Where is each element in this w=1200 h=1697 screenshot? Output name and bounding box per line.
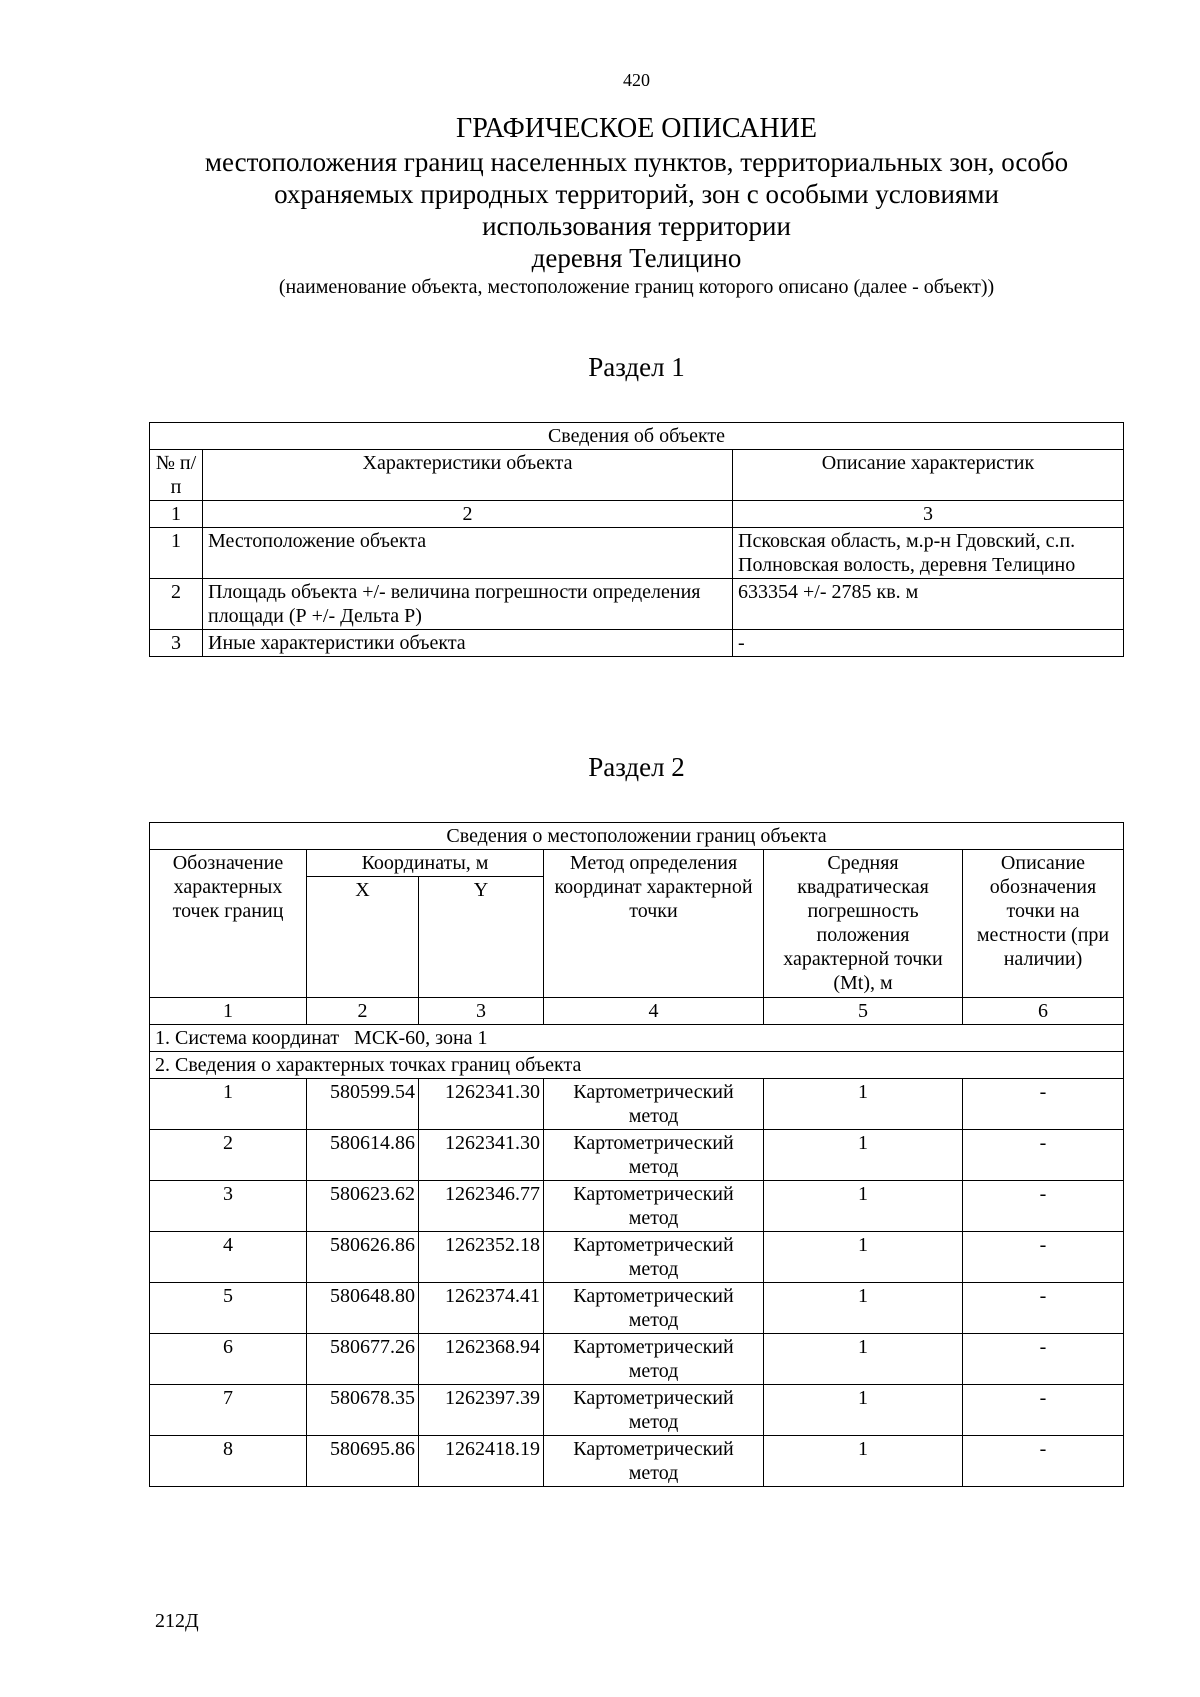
point-x: 580677.26 [307,1334,419,1385]
table-caption-row [150,823,1124,850]
point-description: - [963,1079,1124,1130]
point-error: 1 [764,1130,963,1181]
document-subtitle-line-2: охраняемых природных территорий, зон с особыми условиями [274,179,999,209]
point-method: Картометрический метод [544,1334,764,1385]
point-description: - [963,1130,1124,1181]
row-no: 3 [150,630,203,657]
document-subtitle-line-3: использования территории [482,211,791,241]
point-id: 6 [150,1334,307,1385]
point-x: 580614.86 [307,1130,419,1181]
point-y: 1262346.77 [419,1181,544,1232]
object-name-note: (наименование объекта, местоположение границ которого описано (далее - объект)) [278,276,995,298]
point-x: 580678.35 [307,1385,419,1436]
header-coordinates: Координаты, м [307,850,544,877]
header-error: Средняя квадратическая погрешность положения характерной точки (Mt), м [764,850,963,998]
point-x: 580648.80 [307,1283,419,1334]
document-title: ГРАФИЧЕСКОЕ ОПИСАНИЕ [456,113,817,144]
table-caption-row [150,423,1124,450]
point-error: 1 [764,1385,963,1436]
points-caption-row [150,1052,1124,1079]
column-number: 4 [544,998,764,1025]
object-info-table [149,422,1124,657]
point-error: 1 [764,1436,963,1487]
point-method: Картометрический метод [544,1385,764,1436]
point-x: 580626.86 [307,1232,419,1283]
point-x: 580599.54 [307,1079,419,1130]
point-error: 1 [764,1334,963,1385]
section-2-title: Раздел 2 [588,752,685,782]
header-point: Обозначение характерных точек границ [150,850,307,998]
row-characteristic: Местоположение объекта [203,528,733,579]
point-y: 1262341.30 [419,1130,544,1181]
table-row [150,1385,1124,1436]
table-row [150,579,1124,630]
point-id: 4 [150,1232,307,1283]
point-id: 3 [150,1181,307,1232]
point-method: Картометрический метод [544,1181,764,1232]
column-number: 5 [764,998,963,1025]
table-caption: Сведения об объекте [150,423,1124,450]
row-description: 633354 +/- 2785 кв. м [733,579,1124,630]
point-y: 1262374.41 [419,1283,544,1334]
row-characteristic: Площадь объекта +/- величина погрешности определения площади (Р +/- Дельта Р) [203,579,733,630]
column-number-row [150,501,1124,528]
table-row [150,1283,1124,1334]
point-error: 1 [764,1232,963,1283]
row-no: 2 [150,579,203,630]
column-number: 1 [150,501,203,528]
header-description: Описание характеристик [733,450,1124,501]
footer-code: 212Д [155,1610,199,1632]
point-id: 2 [150,1130,307,1181]
document-title-block [130,112,1143,300]
point-x: 580695.86 [307,1436,419,1487]
column-number: 2 [307,998,419,1025]
point-description: - [963,1436,1124,1487]
point-y: 1262352.18 [419,1232,544,1283]
header-y: Y [419,877,544,998]
points-caption: 2. Сведения о характерных точках границ объекта [150,1052,1124,1079]
header-characteristics: Характеристики объекта [203,450,733,501]
column-number: 6 [963,998,1124,1025]
point-error: 1 [764,1181,963,1232]
table-row [150,1079,1124,1130]
table-header-row [150,450,1124,501]
table-row [150,630,1124,657]
table-row [150,528,1124,579]
row-description: - [733,630,1124,657]
header-method: Метод определения координат характерной точки [544,850,764,998]
table-row [150,1232,1124,1283]
point-method: Картометрический метод [544,1130,764,1181]
coord-system-row [150,1025,1124,1052]
header-description: Описание обозначения точки на местности (при наличии) [963,850,1124,998]
table-row [150,1130,1124,1181]
point-id: 1 [150,1079,307,1130]
point-method: Картометрический метод [544,1079,764,1130]
page-number: 420 [623,70,650,90]
point-x: 580623.62 [307,1181,419,1232]
point-id: 7 [150,1385,307,1436]
column-number: 2 [203,501,733,528]
header-x: X [307,877,419,998]
point-error: 1 [764,1079,963,1130]
point-id: 8 [150,1436,307,1487]
row-description: Псковская область, м.р-н Гдовский, с.п. Полновская волость, деревня Телицино [733,528,1124,579]
object-name: деревня Телицино [531,243,742,273]
table-caption: Сведения о местоположении границ объекта [150,823,1124,850]
boundary-points-table [149,822,1124,1487]
point-y: 1262418.19 [419,1436,544,1487]
column-number: 1 [150,998,307,1025]
point-description: - [963,1334,1124,1385]
point-description: - [963,1385,1124,1436]
point-description: - [963,1181,1124,1232]
document-subtitle-line-1: местоположения границ населенных пунктов, территориальных зон, особо [204,147,1069,177]
point-y: 1262341.30 [419,1079,544,1130]
column-number: 3 [419,998,544,1025]
point-description: - [963,1283,1124,1334]
column-number-row [150,998,1124,1025]
point-method: Картометрический метод [544,1232,764,1283]
point-y: 1262368.94 [419,1334,544,1385]
section-1-title: Раздел 1 [588,352,685,382]
row-characteristic: Иные характеристики объекта [203,630,733,657]
point-description: - [963,1232,1124,1283]
point-id: 5 [150,1283,307,1334]
table-row [150,1181,1124,1232]
column-number: 3 [733,501,1124,528]
coord-system: 1. Система координат МСК-60, зона 1 [150,1025,1124,1052]
row-no: 1 [150,528,203,579]
table-row [150,1334,1124,1385]
table-header-row [150,850,1124,877]
table-row [150,1436,1124,1487]
point-method: Картометрический метод [544,1436,764,1487]
point-error: 1 [764,1283,963,1334]
point-y: 1262397.39 [419,1385,544,1436]
header-no: № п/п [150,450,203,501]
point-method: Картометрический метод [544,1283,764,1334]
